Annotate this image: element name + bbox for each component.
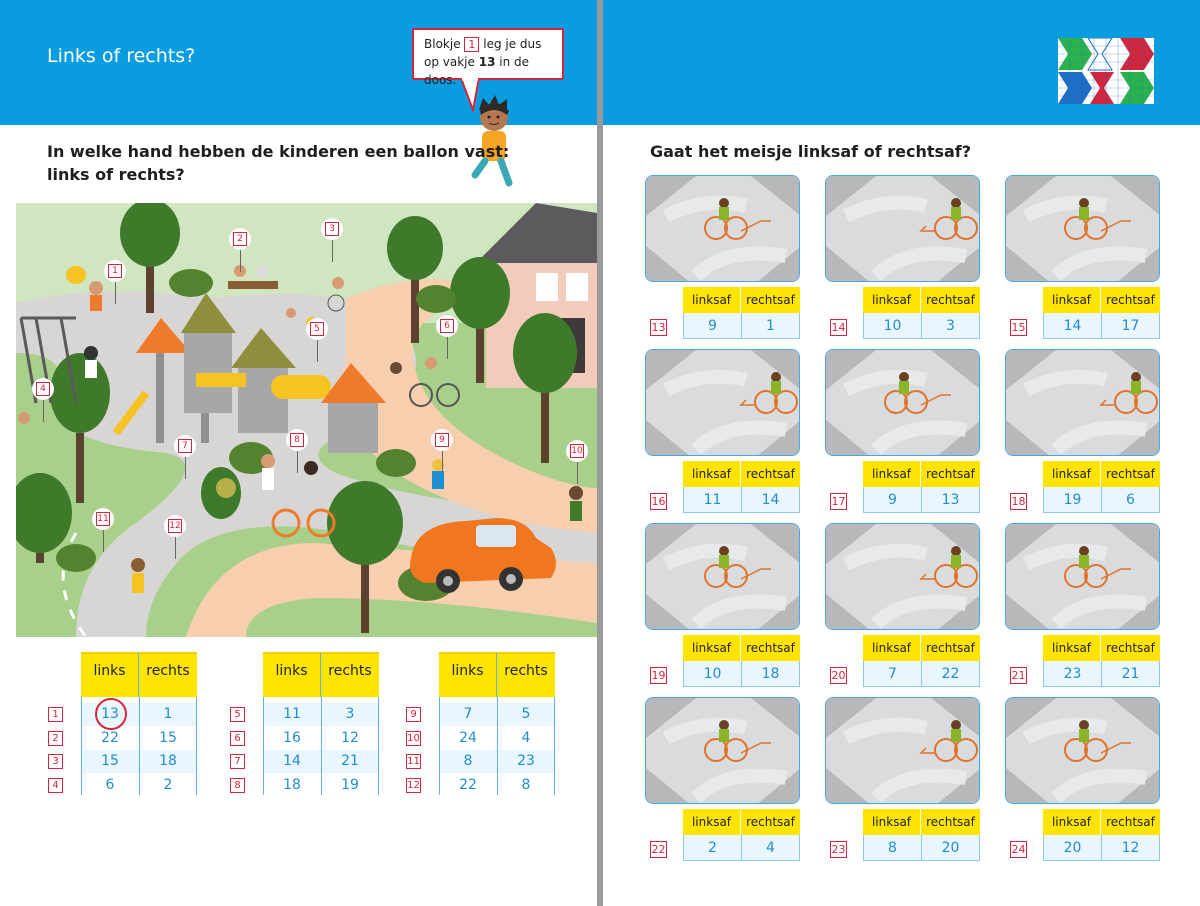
- item-label: 19: [651, 669, 666, 682]
- item-label: 14: [831, 321, 846, 334]
- answer-table: [683, 635, 800, 687]
- park-scene-illustration: [16, 203, 597, 637]
- balloon-string: [240, 250, 241, 272]
- header-linksaf: linksaf: [683, 809, 741, 835]
- balloon-number: 11: [97, 514, 109, 524]
- item-label: 16: [651, 495, 666, 508]
- balloon: [174, 435, 196, 457]
- value-linksaf: 20: [1043, 835, 1102, 861]
- balloon: [104, 260, 126, 282]
- header-links: links: [81, 652, 139, 697]
- cell-links: 16: [283, 729, 301, 746]
- row-label: 6: [230, 731, 245, 746]
- value-linksaf: 23: [1043, 661, 1102, 687]
- value-rechtsaf: 3: [921, 313, 980, 339]
- bubble-line2-bold: 13: [478, 55, 496, 69]
- balloon-string: [442, 451, 443, 473]
- header-rechts: rechts: [497, 652, 555, 697]
- header-rechtsaf: rechtsaf: [921, 635, 980, 661]
- value-linksaf: 19: [1043, 487, 1102, 513]
- cell-links: 22: [101, 729, 119, 746]
- cell-rechts: 4: [521, 729, 531, 746]
- balloon: [431, 429, 453, 451]
- header-linksaf: linksaf: [1043, 809, 1101, 835]
- cell-rechts: 5: [521, 706, 531, 722]
- row-label: 12: [407, 779, 420, 791]
- balloon: [436, 315, 458, 337]
- item-label: 24: [1011, 843, 1026, 856]
- cell-links: 11: [283, 706, 301, 722]
- balloon: [321, 218, 343, 240]
- cell-rechts: 8: [521, 776, 531, 793]
- answer-table: [863, 461, 980, 513]
- header-rechtsaf: rechtsaf: [1101, 809, 1160, 835]
- cell-links: 8: [463, 753, 473, 769]
- bubble-mid: leg je dus: [483, 37, 542, 51]
- value-linksaf: 7: [863, 661, 922, 687]
- header-links: links: [439, 652, 497, 697]
- balloon-string: [103, 530, 104, 552]
- header-linksaf: linksaf: [863, 287, 921, 313]
- balloon-number: 6: [440, 319, 454, 333]
- balloon-number: 3: [325, 222, 339, 236]
- balloon: [92, 508, 114, 530]
- bubble-box-number: 1: [464, 37, 479, 52]
- cell-links: 22: [459, 776, 477, 793]
- answer-table: [683, 809, 800, 861]
- header-rechtsaf: rechtsaf: [741, 461, 800, 487]
- scene-card: [645, 175, 800, 282]
- cell-rechts: 18: [159, 753, 177, 769]
- left-page: [0, 0, 597, 906]
- cell-links: 7: [463, 706, 473, 722]
- answer-table: [1043, 635, 1160, 687]
- balloon: [164, 515, 186, 537]
- value-rechtsaf: 1: [741, 313, 800, 339]
- cell-rechts: 19: [341, 776, 359, 793]
- answer-table: [683, 461, 800, 513]
- header-rechtsaf: rechtsaf: [921, 809, 980, 835]
- value-rechtsaf: 6: [1101, 487, 1160, 513]
- value-rechtsaf: 22: [921, 661, 980, 687]
- value-rechtsaf: 17: [1101, 313, 1160, 339]
- value-rechtsaf: 20: [921, 835, 980, 861]
- balloon-string: [447, 337, 448, 359]
- value-rechtsaf: 18: [741, 661, 800, 687]
- right-question: Gaat het meisje linksaf of rechtsaf?: [650, 142, 972, 161]
- question-line-1: In welke hand hebben de kinderen een ballon vast:: [47, 142, 510, 161]
- answer-table: [863, 635, 980, 687]
- page-title: Links of rechts?: [47, 45, 196, 67]
- right-page: [603, 0, 1200, 906]
- answer-table: [1043, 809, 1160, 861]
- balloon-number: 7: [178, 439, 192, 453]
- cell-rechts: 23: [517, 753, 535, 769]
- cell-rechts: 3: [345, 706, 355, 722]
- row-label: 8: [230, 778, 245, 793]
- value-linksaf: 9: [683, 313, 742, 339]
- balloon-number: 10: [571, 446, 583, 456]
- cell-rechts: 1: [163, 706, 173, 722]
- balloon-number: 12: [169, 521, 181, 531]
- header-linksaf: linksaf: [1043, 635, 1101, 661]
- balloon-string: [297, 451, 298, 473]
- header-linksaf: linksaf: [683, 287, 741, 313]
- balloon-string: [115, 282, 116, 304]
- balloon-number: 4: [36, 382, 50, 396]
- header-rechtsaf: rechtsaf: [741, 287, 800, 313]
- scene-card: [1005, 697, 1160, 804]
- value-linksaf: 9: [863, 487, 922, 513]
- value-rechtsaf: 21: [1101, 661, 1160, 687]
- scene-card: [1005, 523, 1160, 630]
- example-answer-circle: [95, 698, 127, 730]
- row-label: 3: [48, 754, 63, 769]
- row-label: 11: [407, 756, 420, 767]
- row-label: 4: [48, 778, 63, 793]
- speech-bubble: [412, 28, 564, 87]
- column-divider: [321, 697, 322, 795]
- balloon-number: 8: [290, 433, 304, 447]
- header-rechts: rechts: [321, 652, 379, 697]
- header-linksaf: linksaf: [683, 461, 741, 487]
- question-text: [47, 140, 509, 186]
- item-label: 15: [1011, 321, 1026, 334]
- row-label: 10: [407, 732, 420, 744]
- header-rechts: rechts: [139, 652, 197, 697]
- header-linksaf: linksaf: [863, 461, 921, 487]
- value-linksaf: 10: [683, 661, 742, 687]
- header-linksaf: linksaf: [1043, 287, 1101, 313]
- column-divider: [497, 697, 498, 795]
- scene-card: [825, 175, 980, 282]
- bubble-prefix: Blokje: [424, 37, 461, 51]
- header-rechtsaf: rechtsaf: [741, 635, 800, 661]
- balloon-string: [332, 240, 333, 262]
- cell-rechts: 15: [159, 729, 177, 746]
- scene-card: [825, 523, 980, 630]
- answer-table: [1043, 461, 1160, 513]
- balloon-number: 1: [108, 264, 122, 278]
- header-linksaf: linksaf: [1043, 461, 1101, 487]
- value-rechtsaf: 12: [1101, 835, 1160, 861]
- cell-links: 13: [101, 706, 119, 722]
- column-divider: [139, 697, 140, 795]
- value-linksaf: 2: [683, 835, 742, 861]
- cell-links: 14: [283, 753, 301, 769]
- cell-rechts: 2: [163, 776, 173, 793]
- scene-card: [1005, 175, 1160, 282]
- balloon-number: 9: [435, 433, 449, 447]
- bubble-line2-post: in de doos.: [424, 55, 530, 87]
- scene-card: [1005, 349, 1160, 456]
- header-linksaf: linksaf: [683, 635, 741, 661]
- balloon-string: [577, 462, 578, 484]
- cell-rechts: 21: [341, 753, 359, 769]
- bubble-line2-pre: op vakje: [424, 55, 475, 69]
- balloon: [286, 429, 308, 451]
- header-linksaf: linksaf: [863, 635, 921, 661]
- balloon-string: [175, 537, 176, 559]
- balloon-string: [43, 400, 44, 422]
- header-rechtsaf: rechtsaf: [1101, 287, 1160, 313]
- item-label: 22: [651, 843, 666, 856]
- row-label: 1: [48, 707, 63, 722]
- value-linksaf: 11: [683, 487, 742, 513]
- value-linksaf: 10: [863, 313, 922, 339]
- question-line-2: links of rechts?: [47, 165, 185, 184]
- scene-card: [645, 523, 800, 630]
- row-label: 2: [48, 731, 63, 746]
- header-linksaf: linksaf: [863, 809, 921, 835]
- value-linksaf: 14: [1043, 313, 1102, 339]
- cell-links: 15: [101, 753, 119, 769]
- header-rechtsaf: rechtsaf: [1101, 635, 1160, 661]
- answer-table: [863, 287, 980, 339]
- value-rechtsaf: 13: [921, 487, 980, 513]
- answer-table: [683, 287, 800, 339]
- cell-rechts: 12: [341, 729, 359, 746]
- balloon-number: 2: [233, 232, 247, 246]
- balloon: [566, 440, 588, 462]
- balloon-string: [185, 457, 186, 479]
- row-label: 7: [230, 754, 245, 769]
- item-label: 23: [831, 843, 846, 856]
- item-label: 21: [1011, 669, 1026, 682]
- item-label: 18: [1011, 495, 1026, 508]
- value-rechtsaf: 14: [741, 487, 800, 513]
- scene-card: [825, 349, 980, 456]
- balloon: [229, 228, 251, 250]
- row-label: 5: [230, 707, 245, 722]
- item-label: 13: [651, 321, 666, 334]
- balloon-string: [317, 340, 318, 362]
- header-rechtsaf: rechtsaf: [1101, 461, 1160, 487]
- header-rechtsaf: rechtsaf: [921, 461, 980, 487]
- scene-card: [825, 697, 980, 804]
- header-rechtsaf: rechtsaf: [741, 809, 800, 835]
- value-rechtsaf: 4: [741, 835, 800, 861]
- value-linksaf: 8: [863, 835, 922, 861]
- header-rechtsaf: rechtsaf: [921, 287, 980, 313]
- item-label: 20: [831, 669, 846, 682]
- cell-links: 6: [105, 776, 115, 793]
- item-label: 17: [831, 495, 846, 508]
- scene-card: [645, 349, 800, 456]
- answer-table: [863, 809, 980, 861]
- scene-card: [645, 697, 800, 804]
- cell-links: 24: [459, 729, 477, 746]
- answer-table: [1043, 287, 1160, 339]
- balloon-number: 5: [310, 322, 324, 336]
- balloon: [306, 318, 328, 340]
- header-links: links: [263, 652, 321, 697]
- logo-icon: [1058, 38, 1154, 104]
- row-label: 9: [406, 707, 421, 722]
- balloon: [32, 378, 54, 400]
- cell-links: 18: [283, 776, 301, 793]
